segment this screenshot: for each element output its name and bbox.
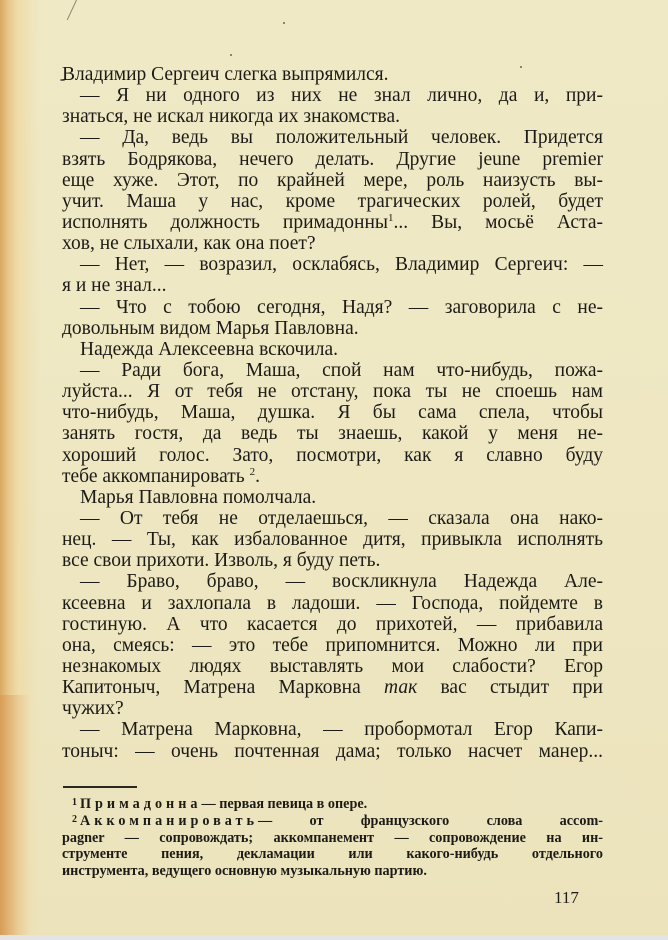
footnote-term: Примадонна — [80, 796, 202, 812]
text-line: все свои прихоти. Изволь, я буду петь. — [62, 550, 381, 572]
text-line: — Что с тобою сегодня, Надя? — заговорила с не- — [80, 296, 603, 318]
text-line: Марья Павловна помолчала. — [80, 486, 317, 508]
text-line: чужих? — [62, 698, 124, 720]
text-line: довольным видом Марья Павловна. — [62, 317, 359, 339]
footnote-term: Аккомпанировать — [80, 813, 259, 830]
footnote-line: pagner — сопровождать; аккомпанемент — сопровождение на ин- — [62, 829, 603, 846]
text-line: Капитоныч, Матрена Марковна так вас стыдит при — [62, 677, 603, 699]
footnote-ref-1[interactable]: 1 — [388, 211, 394, 224]
footnote-2: $^2$ Аккомпанировать— от французского слова accom- — [72, 813, 603, 830]
text-line: — От тебя не отделаешься, — сказала она нако- — [80, 507, 603, 529]
footnote-divider — [63, 786, 137, 788]
text-line: — Ради бога, Маша, спой нам что-нибудь, пожа- — [80, 359, 603, 381]
footnote-line: струменте пения, декламации или какого-нибудь отдельного — [62, 846, 603, 863]
text-line: хороший голос. Зато, посмотри, как я славно буду — [62, 444, 603, 466]
italic-emphasis: так — [384, 677, 418, 699]
paper-scratch — [67, 0, 77, 20]
text-line: учит. Маша у нас, кроме трагических ролей, будет — [62, 190, 603, 212]
text-line: — Да, ведь вы положительный человек. Придется — [80, 127, 603, 149]
text-line: гостиную. А что касается до прихотей, — прибавила — [62, 613, 603, 635]
text-line: еще хуже. Этот, по крайней мере, роль наизусть вы- — [62, 169, 603, 191]
footnote-line: инструмента, ведущего основную музыкальную партию. — [62, 862, 427, 879]
text-line: — Я ни одного из них не знал лично, да и, при- — [80, 85, 603, 107]
text-line: тебе аккомпанировать $^2$. — [62, 465, 260, 487]
text-line: луйста... Я от тебя не отстану, пока ты не споешь нам — [62, 381, 603, 403]
scan-border — [0, 935, 668, 940]
text-line: — Матрена Марковна, — пробормотал Егор Капи- — [80, 719, 603, 741]
text-line: незнакомых людях выставлять мои слабости? Егор — [62, 655, 603, 677]
text-line: ксеевна и захлопала в ладоши. — Господа, пойдемте в — [62, 592, 603, 614]
text-line: исполнять должность примадонны$^1$... Вы, мосьё Аста- — [62, 211, 603, 233]
text-line: она, смеясь: — это тебе припомнится. Можно ли при — [62, 634, 603, 656]
main-text — [62, 64, 603, 762]
text-line: Надежда Алексеевна вскочила. — [80, 338, 339, 360]
text-line: я и не знал... — [62, 275, 167, 297]
ink-speck — [283, 22, 285, 24]
text-line: нец. — Ты, как избалованное дитя, привыкла исполнять — [62, 529, 603, 551]
footnote-ref-2[interactable]: 2 — [249, 465, 256, 478]
text-line: что-нибудь, Маша, душка. Я бы сама спела, чтобы — [62, 402, 603, 424]
text-line: занять гостя, да ведь ты знаешь, какой у меня не- — [62, 423, 603, 445]
text-line: хов, не слыхали, как она поет? — [62, 233, 316, 255]
text-line: — Нет, — возразил, осклабясь, Владимир Сергеич: — — [80, 254, 603, 276]
text-line: тоныч: — очень почтенная дама; только насчет манер... — [62, 740, 603, 762]
page-number: 117 — [554, 888, 579, 907]
text-line: Владимир Сергеич слегка выпрямился. — [62, 64, 389, 85]
text-line: знаться, не искал никогда их знакомства. — [62, 106, 401, 128]
footnote-1: $^1$ Примадонна— первая певица в опере. — [72, 796, 368, 812]
text-line: — Браво, браво, — воскликнула Надежда Але- — [80, 571, 603, 593]
text-line: взять Бодрякова, нечего делать. Другие jeune premier — [62, 148, 603, 170]
ink-speck — [230, 54, 232, 56]
footnotes — [62, 795, 603, 879]
